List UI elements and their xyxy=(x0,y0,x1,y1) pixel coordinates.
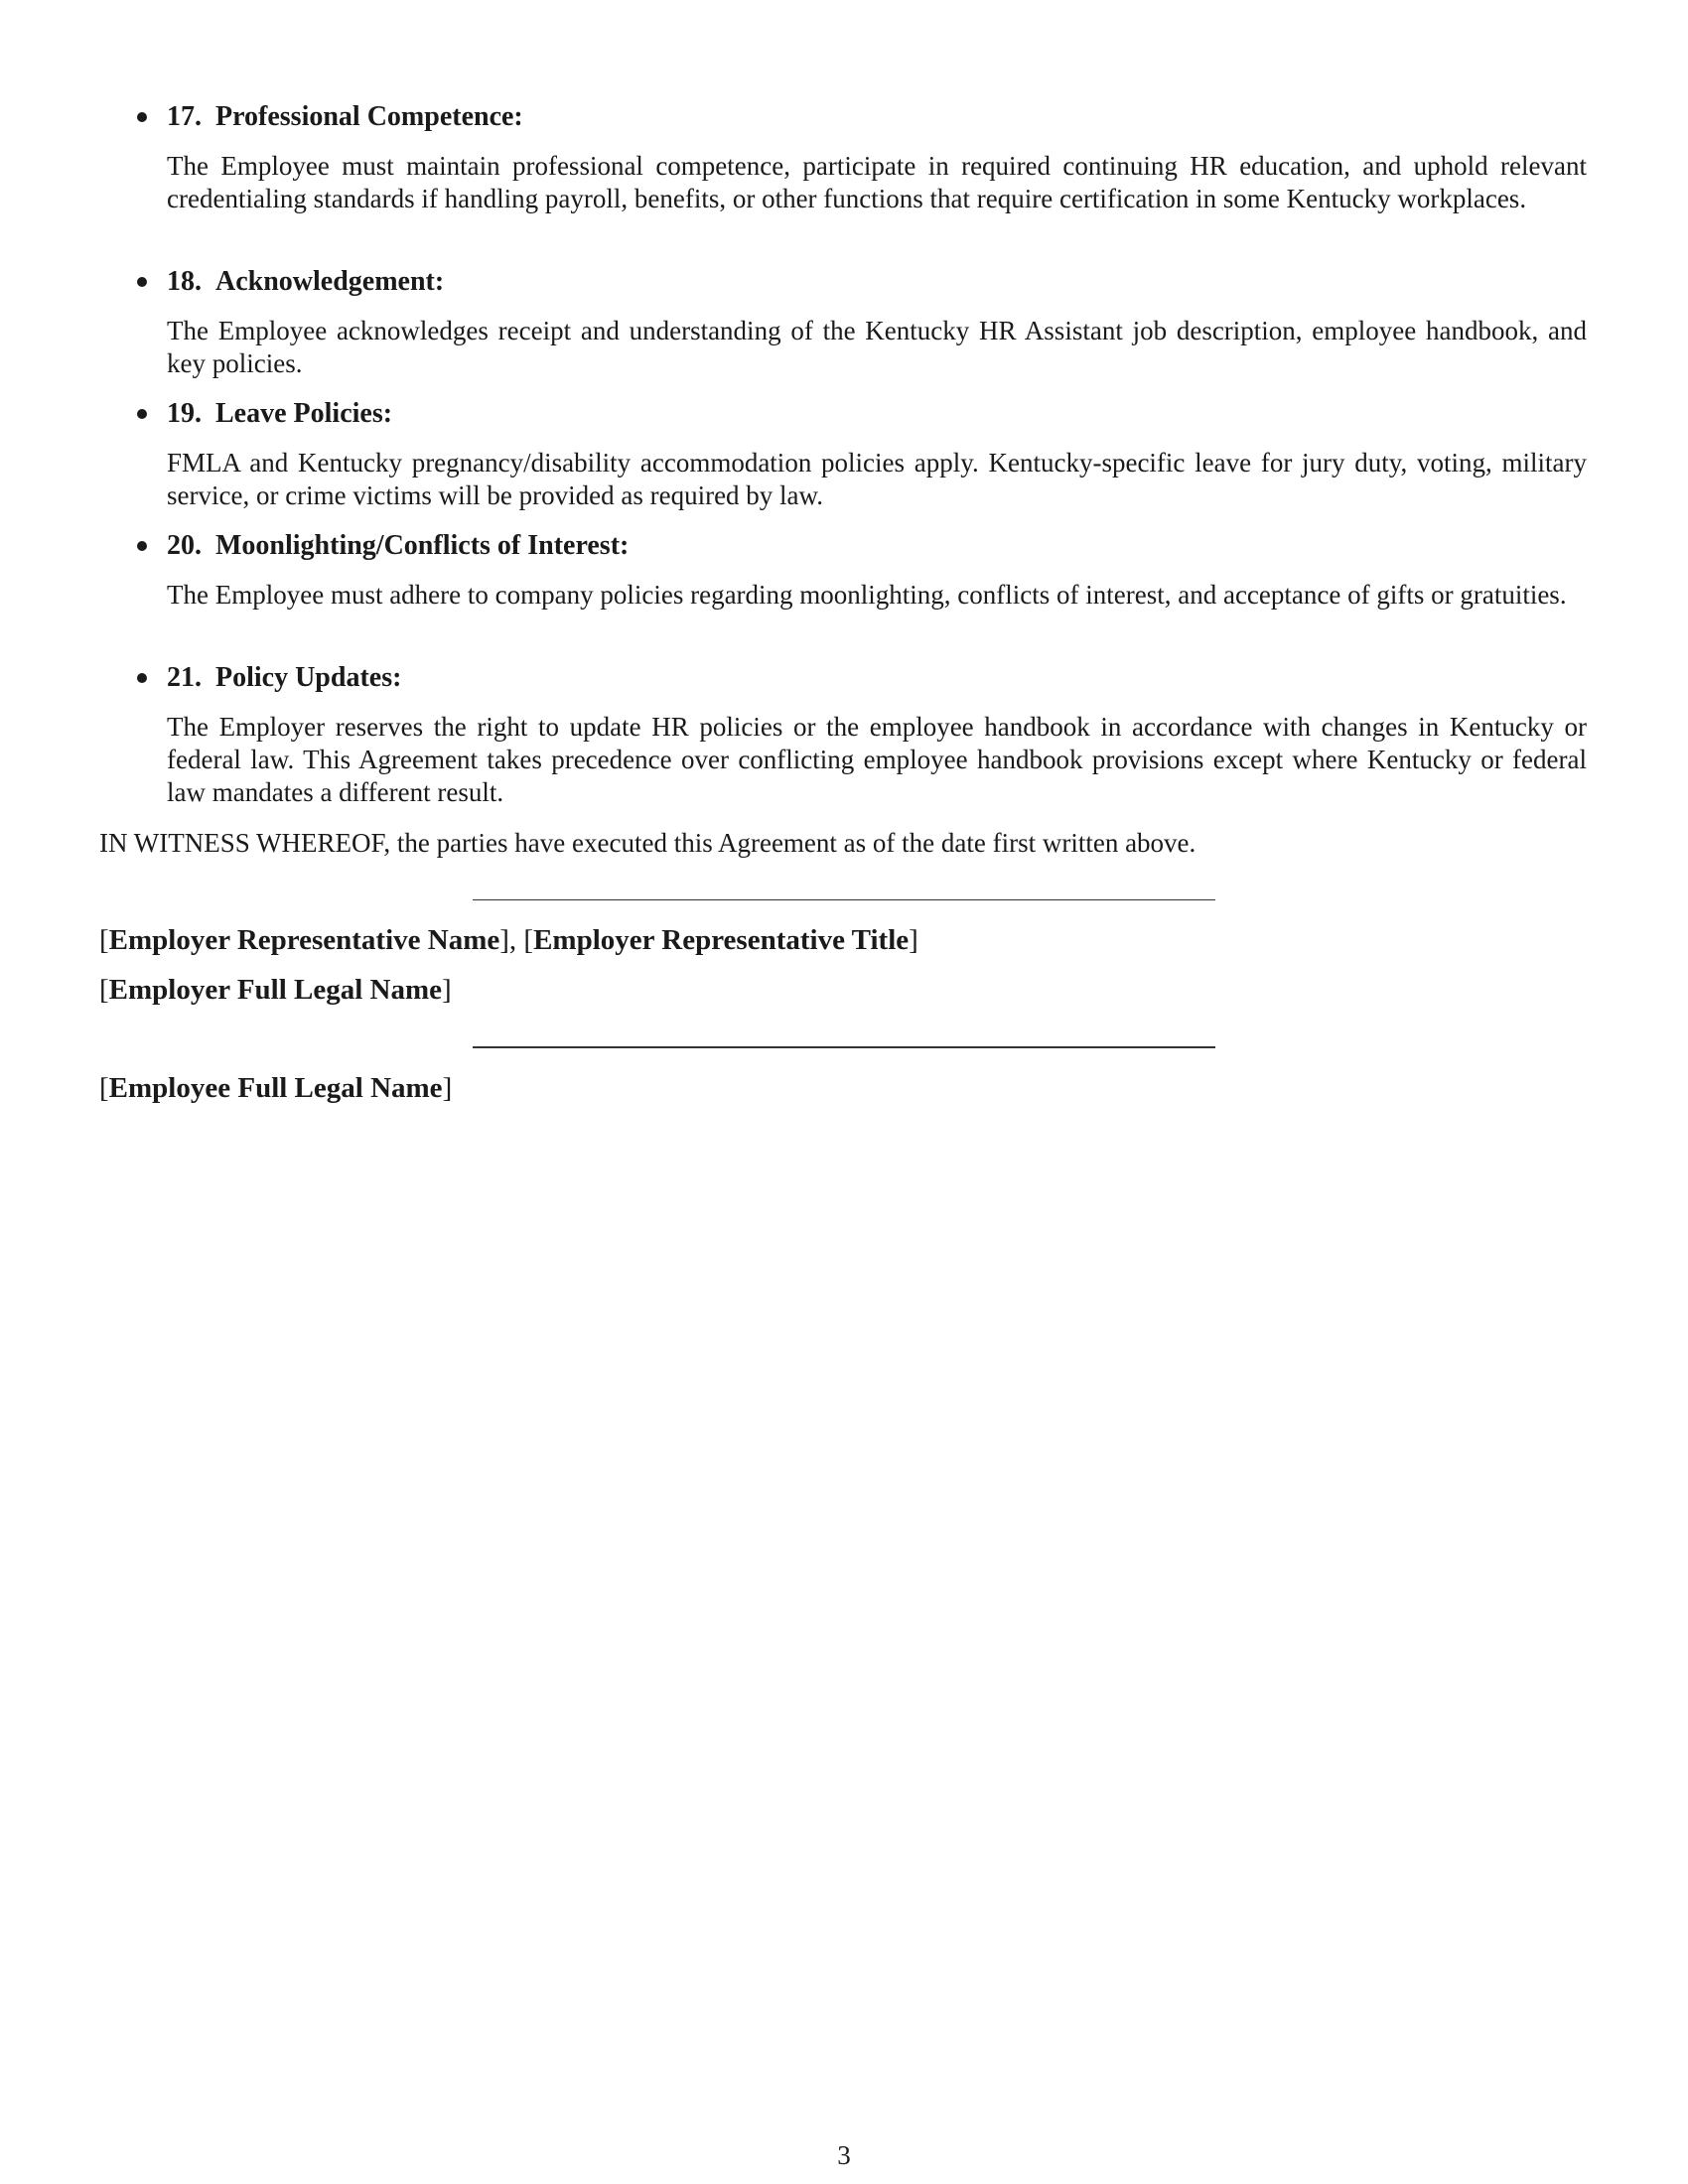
clause-number: 20. xyxy=(167,530,202,561)
clause-heading xyxy=(167,397,392,431)
employer-legal-name: [Employer Full Legal Name] xyxy=(99,974,452,1006)
clause-heading xyxy=(167,529,629,563)
clause-heading xyxy=(167,100,523,134)
employer-rep-title: Employer Representative Title xyxy=(533,924,910,956)
clause-body: The Employee acknowledges receipt and understanding of the Kentucky HR Assistant job description, employee handbook, and key policies. xyxy=(167,316,1587,378)
employer-signature-line[interactable] xyxy=(473,899,1215,900)
employee-signature-line[interactable] xyxy=(473,1046,1215,1048)
employee-legal-name: [Employee Full Legal Name] xyxy=(99,1072,453,1104)
bullet-icon xyxy=(137,409,147,419)
clause-number: 18. xyxy=(167,266,202,297)
clause-body: The Employee must adhere to company policies regarding moonlighting, conflicts of interest, and acceptance of gifts or gratuities. xyxy=(167,580,1567,610)
clause-body: FMLA and Kentucky pregnancy/disability accommodation policies apply. Kentucky-specific leave for jury duty, voting, military service, or crime victims will be provided as required by law. xyxy=(167,448,1587,510)
bullet-icon xyxy=(137,112,147,122)
clause-title: Acknowledgement: xyxy=(215,266,445,297)
clause-title: Leave Policies: xyxy=(215,398,393,429)
clause-number: 19. xyxy=(167,398,202,429)
clause-heading xyxy=(167,265,444,299)
clause-number: 21. xyxy=(167,662,202,693)
clause-body: The Employer reserves the right to update HR policies or the employee handbook in accordance with changes in Kentucky or federal law. This Agreement takes precedence over conflicting employee handbook provisions except where Kentucky or federal law mandates a different result. xyxy=(167,712,1587,807)
employer-representative: [Employer Representative Name], [Employer Representative Title] xyxy=(99,924,918,956)
clause-heading xyxy=(167,661,401,695)
bullet-icon xyxy=(137,673,147,683)
employer-rep-name: Employer Representative Name xyxy=(108,924,500,956)
witness-statement: IN WITNESS WHEREOF, the parties have executed this Agreement as of the date first written above. xyxy=(99,828,1196,858)
bullet-icon xyxy=(137,541,147,551)
clause-title: Professional Competence: xyxy=(215,101,523,132)
clause-body: The Employee must maintain professional competence, participate in required continuing HR education, and uphold relevant credentialing standards if handling payroll, benefits, or other functions that require certification in some Kentucky workplaces. xyxy=(167,151,1587,213)
page-number: 3 xyxy=(837,2140,851,2170)
clause-title: Policy Updates: xyxy=(215,662,402,693)
bullet-icon xyxy=(137,277,147,287)
clause-number: 17. xyxy=(167,101,202,132)
clause-title: Moonlighting/Conflicts of Interest: xyxy=(215,530,630,561)
